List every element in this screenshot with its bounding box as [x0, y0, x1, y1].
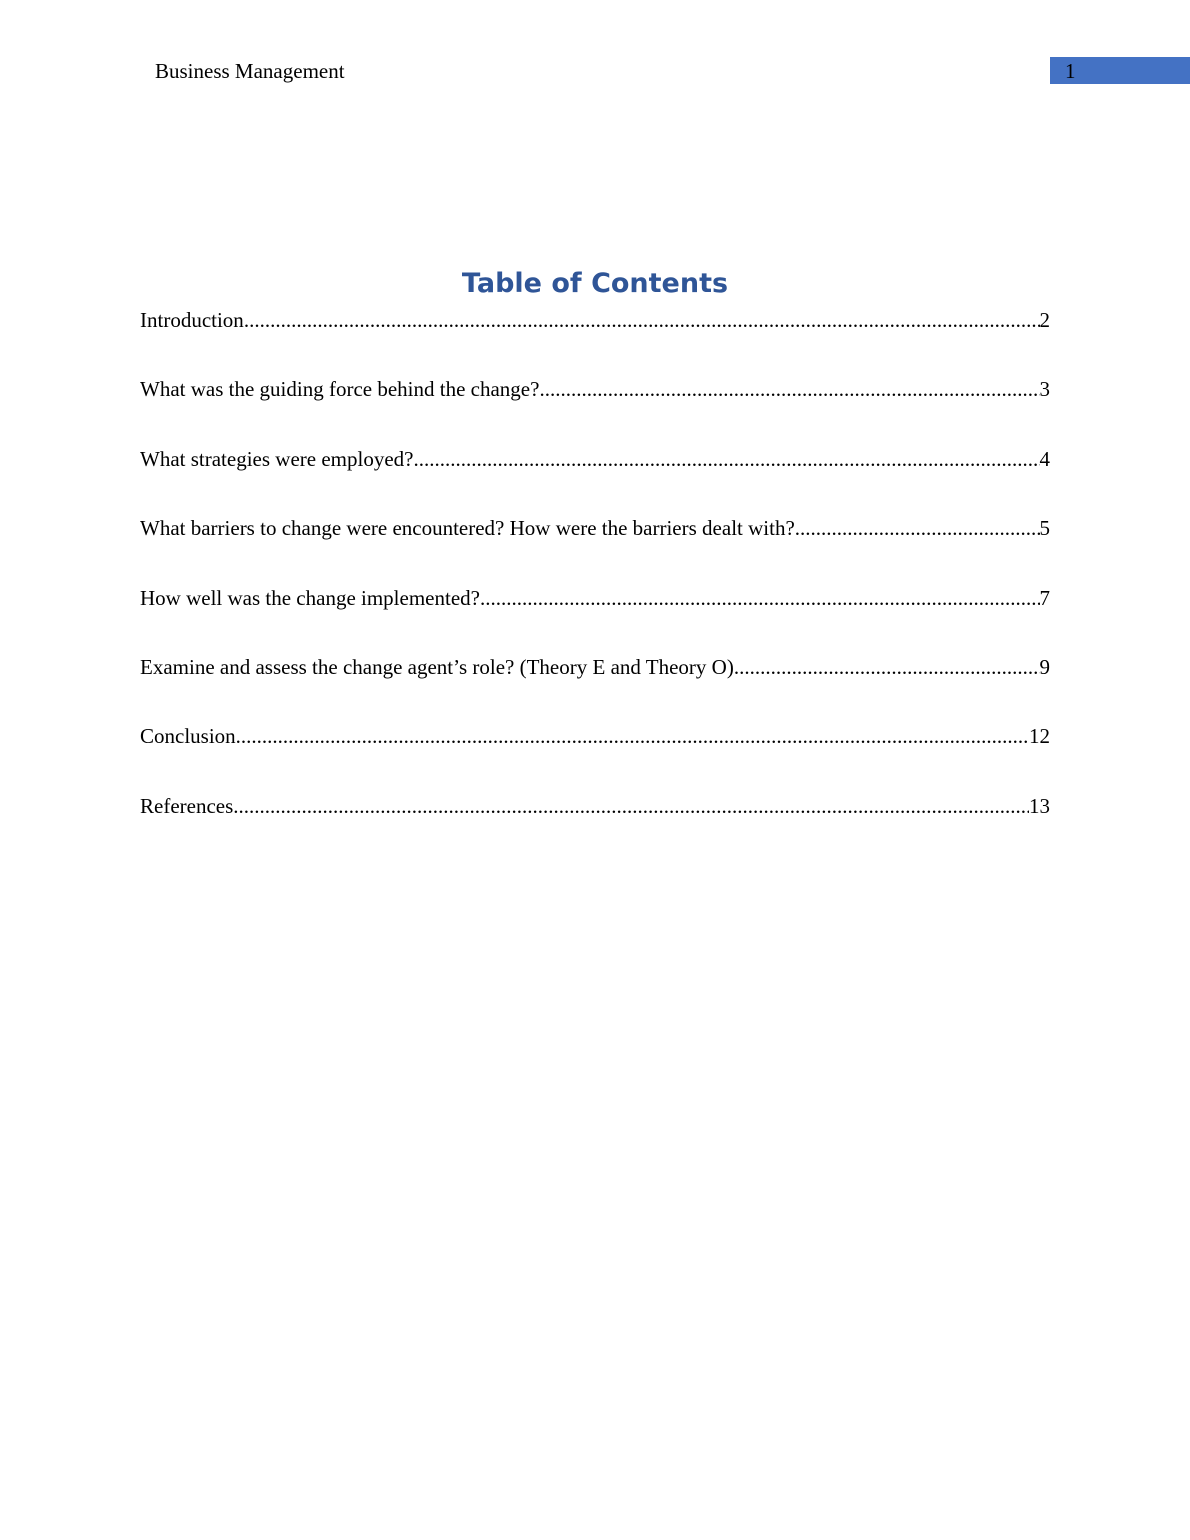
toc-entry-page: 13: [1029, 793, 1050, 818]
toc-entry-conclusion[interactable]: [140, 721, 1050, 790]
toc-title: Table of Contents: [461, 268, 729, 299]
toc-entry-page: 2: [1039, 308, 1050, 332]
page-number: 1: [1065, 59, 1076, 83]
toc-entry-text: Introduction: [140, 308, 244, 332]
toc-entry-text: Conclusion: [140, 724, 236, 749]
toc-dot-leader: [413, 444, 1039, 474]
toc-entry-page: 3: [1039, 377, 1050, 402]
toc-dot-leader: [795, 513, 1040, 543]
running-header-title: Business Management: [155, 59, 345, 83]
toc-entry-page: 9: [1039, 654, 1050, 679]
toc-dot-leader: [233, 791, 1029, 821]
toc-entry-page: 7: [1039, 585, 1050, 610]
toc-entry-text: Examine and assess the change agent’s role? (Theory E and Theory O): [140, 654, 734, 679]
toc-dot-leader: [244, 305, 1040, 335]
toc-entry-text: What strategies were employed?: [140, 446, 414, 471]
toc-dot-leader: [734, 652, 1040, 682]
toc-entry-change-agent[interactable]: [140, 652, 1050, 721]
toc-dot-leader: [539, 374, 1039, 404]
toc-list: [140, 305, 1050, 860]
toc-entry-implementation[interactable]: [140, 583, 1050, 652]
toc-entry-strategies[interactable]: [140, 444, 1050, 513]
toc-dot-leader: [480, 583, 1040, 613]
toc-entry-text: What barriers to change were encountered? How were the barriers dealt with?: [140, 516, 795, 541]
toc-entry-text: How well was the change implemented?: [140, 585, 480, 610]
page-number-bar: [1050, 57, 1190, 84]
toc-entry-page: 4: [1039, 446, 1050, 471]
toc-entry-references[interactable]: [140, 791, 1050, 860]
toc-entry-guiding-force[interactable]: [140, 374, 1050, 443]
toc-dot-leader: [236, 721, 1029, 751]
toc-entry-page: 12: [1029, 724, 1050, 749]
toc-entry-text: What was the guiding force behind the change?: [140, 377, 540, 402]
toc-entry-page: 5: [1039, 516, 1050, 541]
toc-entry-text: References: [140, 793, 234, 818]
toc-entry-introduction[interactable]: [140, 305, 1050, 374]
toc-entry-barriers[interactable]: [140, 513, 1050, 582]
